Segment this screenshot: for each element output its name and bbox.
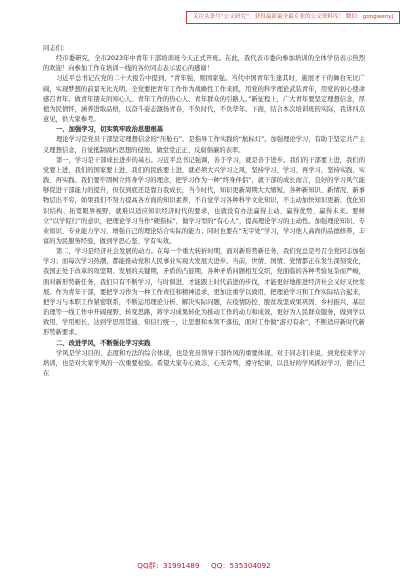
qq-group-number: 31991489	[163, 561, 200, 570]
qq-group-label: QQ群：	[137, 561, 163, 570]
contact-footer	[0, 560, 408, 572]
intro-paragraph-1: 经市委研究，全市2023年中青年干部培训班今天正式开班。在此，我代表市委向参加培训的全体学员表示热烈的欢迎！向参加工作在培训一线的各位同志表示衷心的感谢！	[43, 55, 365, 73]
promo-banner-text: 关注头条号“公文研究”，获得最新最全最专业的公文资料库！ 微信：gongwenyj	[192, 14, 394, 20]
section-2-heading: 二、改进学风，不断强化学习实践	[56, 339, 151, 347]
section-1-paragraph-2: 第一，学习是干部成长进步的基石。习近平总书记强调，善于学习，就是善于进步。我们的干部要上进，我们的党要上进，我们的国家要上进，我们的民族要上进，就必须大兴学习之风，坚持学习、学习、再学习，坚持实践、实践、再实践。我们要牢固树立终身学习的理念，把学习作为一种“终身伴侣”，就干部的成长而言，良好的学习风气能够促进干部能力的提升，但仅到底还是靠自我成长，当今时代，知识更新周期大大缩短，各种新知识、新情况、新事物层出不穷，如果我们不努力提高各方面的知识素养，不自觉学习各种科学文化知识，不主动加快知识更新、优化知识结构、拓宽眼界视野，就难以适应知识经济时代的要求，也就没有办法赢得主动、赢得优势、赢得未来。要树立“以学促行”的意识，把理论学习当作“硬指标”，做学习型的“有心人”，提高理论学习的主动性。加强理论知识、专业知识、专业能力学习，增强自己的理论结合实际的能力；同时也要在“无字处”学习，学习他人高尚的品德修养，丰富的为民服务经验，做到学思心坚、学有实效。	[43, 156, 365, 245]
promo-banner	[186, 11, 400, 24]
section-1-paragraph-3: 第二，学习是经济社会发展的动力。在每一个重大转折时期，面对新形势新任务，我们党总是号召全党同志加强学习；而每次学习热潮，都能推动党和人民事业实现大发展大进步。当前，世情、国情、党情都正在发生深刻变化，我国正处于改革的攻坚期、发展的关键期，矛盾的凸显期，各种矛盾问题相互交织，党面临的各种考验复杂而严峻，面对新形势新任务，我们只有不断学习，与时俱进，才能跟上时代前进的步伐，才能更好地推进经济社会又好又快发展。作为青年干部，要把学习作为一种工作责任和精神追求，更加注重学以致用，把理论学习和工作实际结合起来，把学习与本职工作紧密联系，不断运用理论分析、解决实际问题，在疫情防控、脱贫攻坚成果巩固、乡村振兴、基层治理等一线工作中开阔视野、转变思路，将学习成果转化为推动工作的动力和成效，更好为人民群众服务，做到学以致用、学用相长，达到学思用贯通、知信行统一，让思想和本领不落伍，面对工作做“游刃有余”，不断适应新时代新形势新要求。	[43, 248, 365, 337]
section-2-paragraph-1: 学风是学习目的、态度和方法的综合体现，也是党员领导干部作风的重要体现。对于同志们来说，到党校来学习培训，也是对大家学风的一次重要检验。希望大家专心致志、心无旁骛，遵守纪律，以良好的学风抓好学习，使自己在	[43, 349, 365, 377]
qq-number: 535304092	[229, 561, 271, 570]
greeting: 同志们：	[43, 45, 69, 52]
document-body	[43, 44, 365, 548]
intro-paragraph-2: 习近平总书记在党的二十大报告中提到，“青年强，则国家强。当代中国青年生逢其时，施展才干的舞台无比广阔，实现梦想的前景无比光明。全党要把青年工作作为战略性工作来抓，用党的科学理论武装青年，用党的初心使命感召青年，做青年朋友的知心人、青年工作的热心人、青年群众的引路人。”新征程上，广大青年要坚定理想信念，厚植为民情怀，涵养进取品格，以奋斗姿态激扬青春，不负时代，不负华年。下面，结合本次培训班的实际，我讲四点意见，供大家参考。	[43, 75, 365, 124]
section-1-paragraph-1: 理论学习是党员干部坚定理想信念的“压舱石”，是指导工作实践的“航标灯”。加强理论学习，有助于坚定共产主义理想信念，自觉抵制腐朽思想的侵蚀，做堂堂正正、反腐倡廉的表率。	[43, 136, 365, 154]
section-1-heading: 一、加强学习，切实筑牢政治思想根基	[56, 126, 164, 134]
qq-label: QQ：	[211, 561, 230, 570]
